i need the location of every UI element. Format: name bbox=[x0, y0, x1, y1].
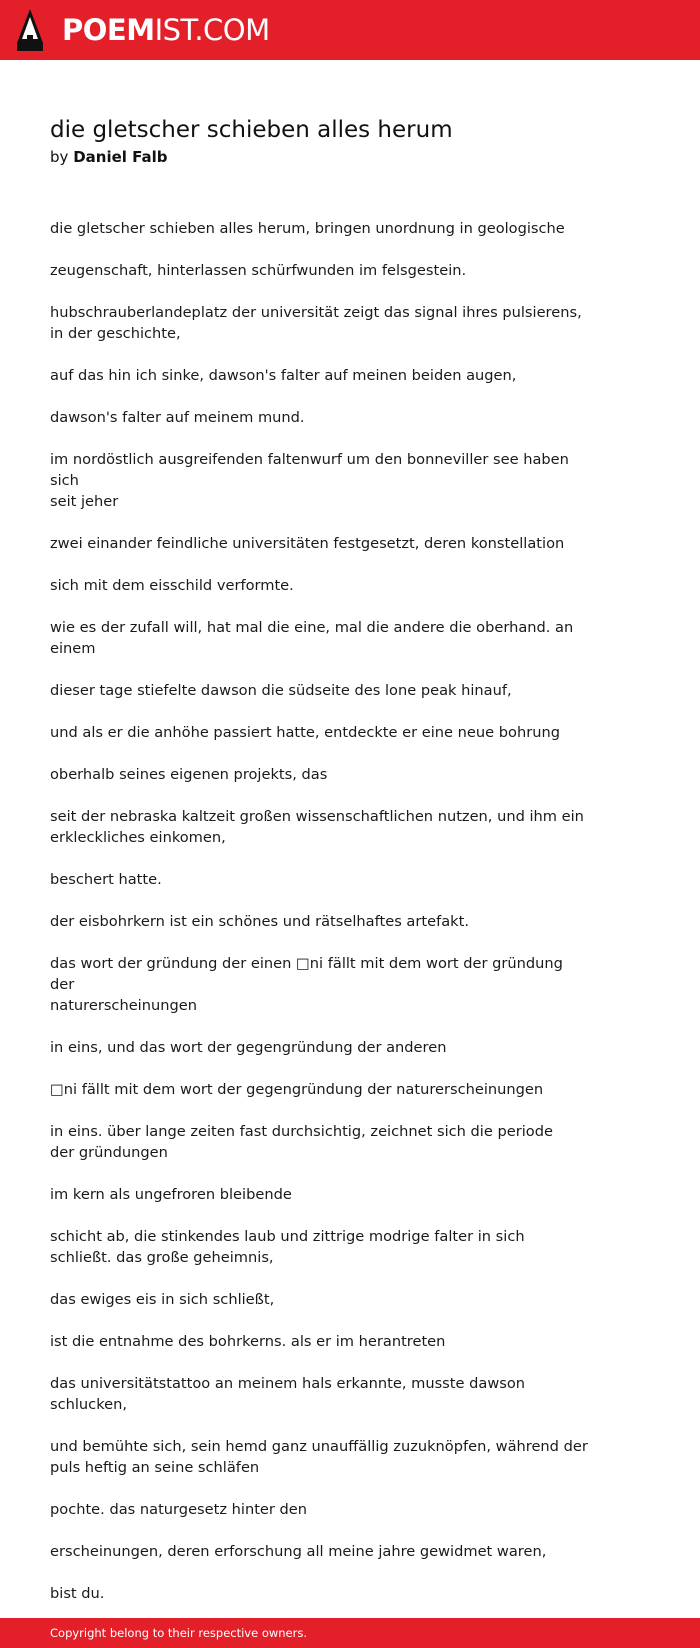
poem-line: □ni fällt mit dem wort der gegengründung der naturerscheinungen bbox=[50, 1081, 544, 1098]
poem-line: im nordöstlich ausgreifenden faltenwurf um den bonneviller see haben sich seit jeher bbox=[50, 451, 569, 510]
poem-line: sich mit dem eisschild verformte. bbox=[50, 577, 294, 594]
site-footer bbox=[0, 1618, 700, 1648]
poem-line: erscheinungen, deren erforschung all meine jahre gewidmet waren, bbox=[50, 1543, 547, 1560]
poem-line: pochte. das naturgesetz hinter den bbox=[50, 1501, 308, 1518]
poem-body bbox=[50, 218, 590, 1625]
poem-line: das universitätstattoo an meinem hals erkannte, musste dawson schlucken, bbox=[50, 1375, 526, 1413]
poem-line: dieser tage stiefelte dawson die südseite des lone peak hinauf, bbox=[50, 682, 512, 699]
poem-line: die gletscher schieben alles herum, bringen unordnung in geologische bbox=[50, 220, 565, 237]
poem-line: wie es der zufall will, hat mal die eine, mal die andere die oberhand. an einem bbox=[50, 619, 574, 657]
poem-line: hubschrauberlandeplatz der universität zeigt das signal ihres pulsierens, in der geschichte, bbox=[50, 304, 582, 342]
logo-text-light: IST.COM bbox=[154, 13, 270, 47]
poem-line: im kern als ungefroren bleibende bbox=[50, 1186, 292, 1203]
poem-line: das ewiges eis in sich schließt, bbox=[50, 1291, 275, 1308]
poem-line: und bemühte sich, sein hemd ganz unauffällig zuzuknöpfen, während der puls heftig an seine schläfen bbox=[50, 1438, 588, 1476]
pencil-tip-icon[interactable] bbox=[17, 9, 43, 51]
poem-header bbox=[50, 114, 650, 168]
poem-line: bist du. bbox=[50, 1585, 105, 1602]
copyright-text: Copyright belong to their respective owners. bbox=[50, 1626, 308, 1640]
site-logo[interactable] bbox=[62, 11, 270, 49]
byline bbox=[50, 146, 650, 168]
poem-line: ist die entnahme des bohrkerns. als er im herantreten bbox=[50, 1333, 446, 1350]
poem-line: schicht ab, die stinkendes laub und zittrige modrige falter in sich schließt. das große geheimnis, bbox=[50, 1228, 525, 1266]
site-header bbox=[0, 0, 700, 60]
poem-line: der eisbohrkern ist ein schönes und rätselhaftes artefakt. bbox=[50, 913, 469, 930]
poem-line: oberhalb seines eigenen projekts, das bbox=[50, 766, 328, 783]
poem-line: in eins, und das wort der gegengründung der anderen bbox=[50, 1039, 447, 1056]
logo-text-bold: POEM bbox=[62, 13, 155, 47]
poem-line: dawson's falter auf meinem mund. bbox=[50, 409, 305, 426]
poem-line: zwei einander feindliche universitäten festgesetzt, deren konstellation bbox=[50, 535, 565, 552]
poem-line: auf das hin ich sinke, dawson's falter auf meinen beiden augen, bbox=[50, 367, 517, 384]
poem-line: das wort der gründung der einen □ni fällt mit dem wort der gründung der naturerscheinungen bbox=[50, 955, 563, 1014]
author-link[interactable]: Daniel Falb bbox=[73, 148, 168, 166]
poem-line: in eins. über lange zeiten fast durchsichtig, zeichnet sich die periode der gründungen bbox=[50, 1123, 553, 1161]
poem-line: seit der nebraska kaltzeit großen wissenschaftlichen nutzen, und ihm ein erkleckliches einkomen, bbox=[50, 808, 584, 846]
poem-line: zeugenschaft, hinterlassen schürfwunden im felsgestein. bbox=[50, 262, 467, 279]
poem-line: und als er die anhöhe passiert hatte, entdeckte er eine neue bohrung bbox=[50, 724, 560, 741]
poem-line: beschert hatte. bbox=[50, 871, 162, 888]
by-label: by bbox=[50, 148, 69, 166]
page-title: die gletscher schieben alles herum bbox=[50, 117, 453, 143]
